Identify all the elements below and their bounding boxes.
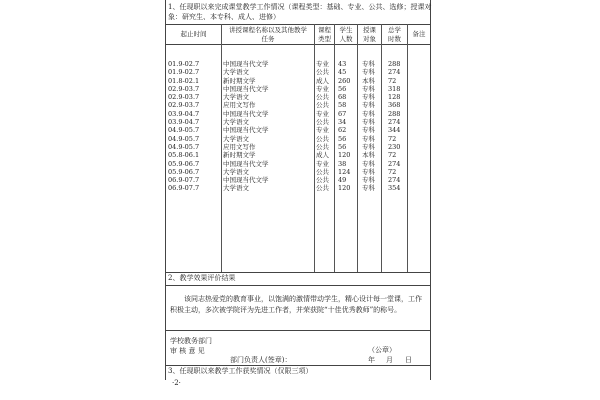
- cell-object: 专科: [362, 118, 375, 127]
- cell-students: 120: [338, 184, 351, 193]
- table-row: [166, 184, 430, 192]
- cell-type: 专业: [316, 84, 329, 93]
- cell-students: 45: [338, 68, 347, 77]
- cell-hours: 274: [388, 159, 401, 168]
- table-row: [166, 60, 430, 68]
- header-period: 起止时间: [180, 30, 207, 38]
- table-row: [166, 151, 430, 159]
- cell-period: 05.9-06.7: [168, 167, 200, 176]
- table-row: [166, 77, 430, 85]
- cell-hours: 274: [388, 68, 401, 77]
- cell-students: 56: [338, 142, 347, 151]
- header-type-line1: 课程: [318, 26, 331, 34]
- cell-object: 本科: [362, 76, 375, 85]
- cell-students: 120: [338, 151, 351, 160]
- cell-period: 01.9-02.7: [168, 68, 200, 77]
- table-body: [166, 60, 430, 193]
- cell-object: 本科: [362, 151, 375, 160]
- cell-students: 56: [338, 84, 347, 93]
- cell-course: 中国现当代文学: [223, 109, 269, 118]
- cell-students: 56: [338, 134, 347, 143]
- cell-period: 03.9-04.7: [168, 109, 200, 118]
- table-row: [166, 110, 430, 118]
- table-row: [166, 68, 430, 76]
- section1-heading-line2: 象：研究生、本专科、成人、进修）: [168, 13, 280, 21]
- cell-period: 06.9-07.7: [168, 176, 200, 185]
- table-header-bottom-border: [165, 44, 431, 45]
- page-number: ·2·: [172, 379, 181, 387]
- cell-type: 公共: [316, 142, 329, 151]
- cell-object: 专科: [362, 126, 375, 135]
- cell-period: 03.9-04.7: [168, 118, 200, 127]
- cell-students: 68: [338, 93, 347, 102]
- cell-type: 公共: [316, 93, 329, 102]
- cell-object: 专科: [362, 184, 375, 193]
- table-row: [166, 143, 430, 151]
- table-row: [166, 101, 430, 109]
- cell-course: 大学语文: [223, 118, 249, 127]
- cell-object: 专科: [362, 84, 375, 93]
- header-object-line2: 对象: [363, 35, 376, 43]
- cell-hours: 318: [388, 84, 401, 93]
- table-row: [166, 118, 430, 126]
- cell-hours: 288: [388, 60, 401, 68]
- cell-period: 04.9-05.7: [168, 142, 200, 151]
- cell-hours: 274: [388, 118, 401, 127]
- cell-type: 成人: [316, 76, 329, 85]
- cell-students: 124: [338, 167, 351, 176]
- cell-course: 大学语文: [223, 134, 249, 143]
- cell-course: 新时期文学: [223, 151, 256, 160]
- cell-course: 中国现当代文学: [223, 60, 269, 68]
- section1-heading-line1: 1、任现职以来完成课堂教学工作情况（课程类型：基础、专业、公共、选修；授课对: [168, 3, 432, 11]
- cell-students: 260: [338, 76, 351, 85]
- table-row: [166, 85, 430, 93]
- cell-course: 大学语文: [223, 184, 249, 193]
- cell-type: 专业: [316, 60, 329, 68]
- cell-hours: 344: [388, 126, 401, 135]
- section3-heading: 3、任现职以来教学工作获奖情况（仅限三项）: [168, 367, 313, 375]
- table-row: [166, 126, 430, 134]
- header-students-line1: 学生: [339, 26, 353, 34]
- cell-hours: 128: [388, 93, 401, 102]
- cell-object: 专科: [362, 159, 375, 168]
- cell-students: 49: [338, 176, 347, 185]
- section2-heading-border: [165, 285, 431, 286]
- cell-period: 04.9-05.7: [168, 134, 200, 143]
- cell-object: 专科: [362, 109, 375, 118]
- cell-type: 专业: [316, 159, 329, 168]
- cell-period: 01.9-02.7: [168, 60, 200, 68]
- table-row: [166, 135, 430, 143]
- date-month-label: 月: [386, 356, 393, 364]
- cell-course: 大学语文: [223, 68, 249, 77]
- cell-course: 大学语文: [223, 93, 249, 102]
- table-row: [166, 176, 430, 184]
- cell-students: 67: [338, 109, 347, 118]
- approval-top-border: [165, 330, 431, 331]
- cell-course: 新时期文学: [223, 76, 256, 85]
- cell-object: 专科: [362, 68, 375, 77]
- cell-type: 公共: [316, 118, 329, 127]
- cell-type: 公共: [316, 68, 329, 77]
- cell-object: 专科: [362, 93, 375, 102]
- cell-course: 中国现当代文学: [223, 159, 269, 168]
- cell-students: 34: [338, 118, 347, 127]
- header-object-line1: 授课: [363, 26, 376, 34]
- cell-type: 公共: [316, 167, 329, 176]
- header-course-line1: 讲授课程名称以及其他教学: [229, 26, 307, 34]
- cell-object: 专科: [362, 142, 375, 151]
- table-row: [166, 93, 430, 101]
- table-row: [166, 160, 430, 168]
- approval-dept-line2: 审 核 意 见: [170, 347, 205, 355]
- cell-course: 中国现当代文学: [223, 176, 269, 185]
- header-type-line2: 类型: [318, 35, 331, 43]
- cell-course: 应用文写作: [223, 142, 256, 151]
- cell-period: 04.9-05.7: [168, 126, 200, 135]
- cell-period: 01.8-02.1: [168, 76, 200, 85]
- cell-students: 43: [338, 60, 347, 68]
- table-row: [166, 168, 430, 176]
- cell-hours: 72: [388, 167, 397, 176]
- cell-course: 应用文写作: [223, 101, 256, 110]
- cell-hours: 72: [388, 76, 397, 85]
- cell-hours: 368: [388, 101, 401, 110]
- header-hours-line2: 时数: [388, 35, 401, 43]
- cell-students: 38: [338, 159, 347, 168]
- cell-students: 62: [338, 126, 347, 135]
- cell-hours: 72: [388, 134, 397, 143]
- cell-object: 专科: [362, 167, 375, 176]
- cell-hours: 72: [388, 151, 397, 160]
- cell-hours: 230: [388, 142, 401, 151]
- cell-type: 专业: [316, 126, 329, 135]
- cell-period: 05.9-06.7: [168, 159, 200, 168]
- header-course-line2: 任务: [261, 35, 275, 43]
- section2-heading: 2、教学效果评价结果: [168, 274, 236, 282]
- cell-type: 专业: [316, 109, 329, 118]
- cell-object: 专科: [362, 60, 375, 68]
- cell-course: 中国现当代文学: [223, 126, 269, 135]
- cell-object: 专科: [362, 176, 375, 185]
- cell-type: 成人: [316, 151, 329, 160]
- header-hours-line1: 总学: [388, 26, 401, 34]
- dept-head-signature-label: 部门负责人(签章)：: [230, 356, 292, 364]
- date-day-label: 日: [405, 356, 412, 364]
- evaluation-text: 该同志热爱党的教育事业，以饱满的激情带动学生，精心设计每一堂课，工作积极主动，多次被学院评为先进工作者，并荣获院“十佳优秀教师”的称号。: [170, 295, 422, 314]
- cell-period: 02.9-03.7: [168, 93, 200, 102]
- cell-object: 专科: [362, 101, 375, 110]
- cell-type: 公共: [316, 176, 329, 185]
- date-year-label: 年: [368, 356, 375, 364]
- cell-hours: 354: [388, 184, 401, 193]
- cell-period: 02.9-03.7: [168, 84, 200, 93]
- cell-type: 公共: [316, 101, 329, 110]
- approval-dept-line1: 学校教务部门: [170, 337, 212, 345]
- cell-object: 专科: [362, 134, 375, 143]
- header-students-line2: 人数: [339, 35, 353, 43]
- official-seal-label: （公章）: [368, 346, 396, 354]
- header-remarks: 备注: [412, 30, 426, 38]
- cell-type: 公共: [316, 134, 329, 143]
- cell-period: 06.9-07.7: [168, 184, 200, 193]
- cell-hours: 288: [388, 109, 401, 118]
- cell-students: 58: [338, 101, 347, 110]
- cell-hours: 274: [388, 176, 401, 185]
- cell-period: 02.9-03.7: [168, 101, 200, 110]
- cell-course: 大学语文: [223, 167, 249, 176]
- cell-period: 05.8-06.1: [168, 151, 200, 160]
- cell-type: 公共: [316, 184, 329, 193]
- cell-course: 中国现当代文学: [223, 84, 269, 93]
